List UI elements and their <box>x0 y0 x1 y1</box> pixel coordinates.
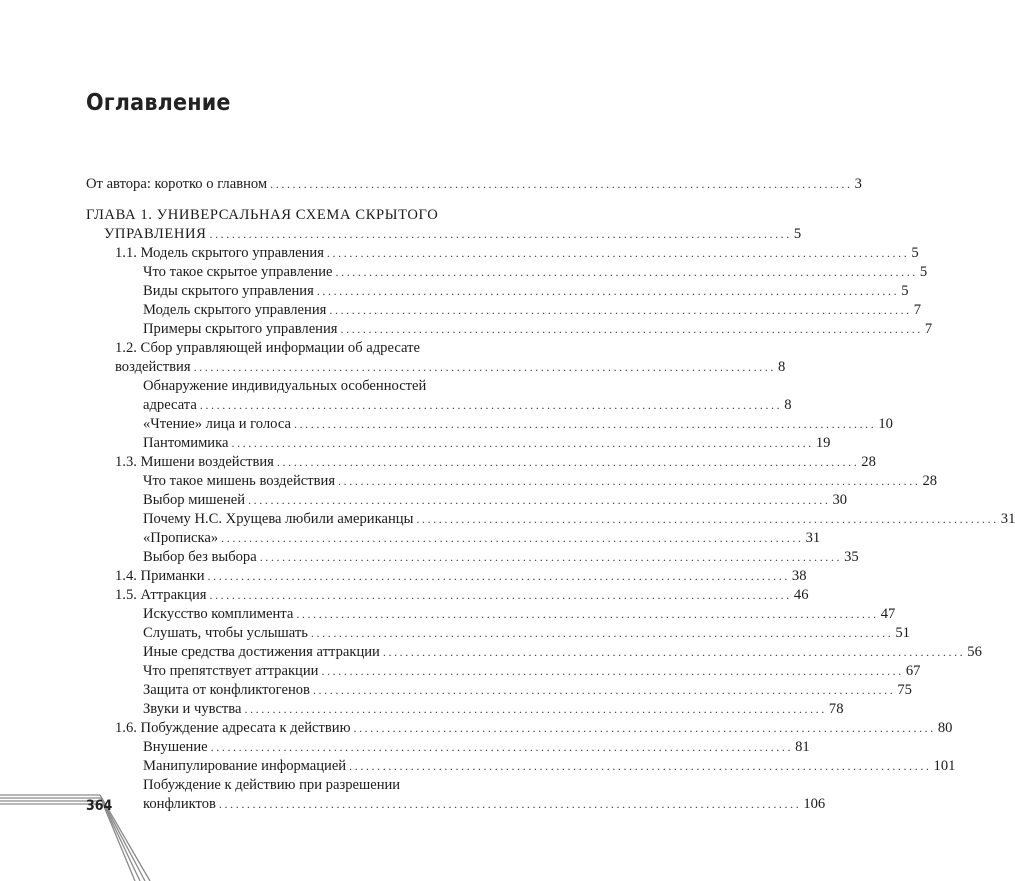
toc-entry-1-5-f[interactable] <box>86 700 844 719</box>
toc-entry-1-2-a[interactable] <box>86 377 792 415</box>
toc-entry-page: 47 <box>880 606 896 622</box>
toc-entry-title: Что такое мишень воздействия <box>143 473 336 489</box>
toc-leader-dots: ........................................................................................................ <box>382 645 966 659</box>
toc-entry-title: Почему Н.С. Хрущева любили американцы <box>143 511 414 527</box>
toc-entry-page: 3 <box>854 176 862 192</box>
toc-entry-1-1-a[interactable] <box>86 263 928 282</box>
toc-entry-1-3-d[interactable] <box>86 529 821 548</box>
toc-entry-title: «Чтение» лица и голоса <box>143 416 291 432</box>
toc-entry-page: 8 <box>784 397 792 413</box>
toc-entry-page: 67 <box>905 663 921 679</box>
toc-entry-title-line: Побуждение к действию при разрешении <box>143 777 401 793</box>
toc-entry-title-line: ГЛАВА 1. УНИВЕРСАЛЬНАЯ СХЕМА СКРЫТОГО <box>86 207 439 223</box>
toc-entry-1-3-b[interactable] <box>86 491 848 510</box>
toc-entry-page: 28 <box>861 454 876 470</box>
toc-leader-dots: ........................................................................................................ <box>231 436 814 450</box>
toc-leader-dots: ........................................................................................................ <box>207 569 790 583</box>
toc-leader-dots: ........................................................................................................ <box>316 284 900 298</box>
toc-leader-dots: ........................................................................................................ <box>321 664 904 678</box>
toc-leader-dots: ........................................................................................................ <box>244 702 827 716</box>
toc-entry-page: 31 <box>1000 511 1015 527</box>
toc-leader-dots: ........................................................................................................ <box>296 607 879 621</box>
toc-entry-1-5[interactable] <box>86 586 809 605</box>
toc-leader-dots: ........................................................................................................ <box>416 512 999 526</box>
toc-leader-dots: ........................................................................................................ <box>326 246 910 260</box>
toc-entry-title: Виды скрытого управления <box>143 283 314 299</box>
page-corner-ornament <box>0 780 600 881</box>
toc-leader-dots: ........................................................................................................ <box>329 303 912 317</box>
toc-entry-title: Модель скрытого управления <box>143 302 327 318</box>
toc-entry-1-1[interactable] <box>86 244 919 263</box>
toc-entry-page: 5 <box>919 264 928 280</box>
toc-entry-title: «Прописка» <box>143 530 219 546</box>
toc-entry-1-3-e[interactable] <box>86 548 859 567</box>
toc-entry-1-3-c[interactable] <box>86 510 1015 529</box>
toc-entry-page: 80 <box>937 720 953 736</box>
toc-entry-chapter-1[interactable] <box>86 206 802 244</box>
toc-leader-dots: ........................................................................................................ <box>218 797 802 811</box>
toc-leader-dots: ........................................................................................................ <box>259 550 843 564</box>
toc-entry-title-line: Обнаружение индивидуальных особенностей <box>143 378 427 394</box>
toc-entry-title: Выбор без выбора <box>143 549 257 565</box>
toc-entry-1-5-d[interactable] <box>86 662 921 681</box>
toc-entry-title: Иные средства достижения аттракции <box>143 644 380 660</box>
toc-entry-page: 7 <box>913 302 922 318</box>
toc-entry-1-2-c[interactable] <box>86 434 831 453</box>
toc-entry-title: 1.1. Модель скрытого управления <box>115 245 324 261</box>
toc-entry-title: Защита от конфликтогенов <box>143 682 310 698</box>
toc-entry-title: Манипулирование информацией <box>143 758 347 774</box>
toc-entry-page: 101 <box>933 758 956 774</box>
toc-leader-dots: ........................................................................................................ <box>340 322 923 336</box>
toc-entry-page: 5 <box>901 283 909 299</box>
toc-entry-title: Выбор мишеней <box>143 492 246 508</box>
toc-leader-dots: ........................................................................................................ <box>193 360 776 374</box>
toc-entry-1-6-a[interactable] <box>86 738 810 757</box>
toc-entry-title-line: адресата <box>143 397 197 413</box>
toc-entry-1-3-a[interactable] <box>86 472 938 491</box>
toc-leader-dots: ........................................................................................................ <box>210 740 794 754</box>
toc-entry-page: 30 <box>832 492 848 508</box>
page-number: 364 <box>86 798 113 814</box>
toc-leader-dots: ........................................................................................................ <box>312 683 896 697</box>
toc-entry-title: Внушение <box>143 739 208 755</box>
toc-leader-dots: ........................................................................................................ <box>335 265 918 279</box>
toc-entry-1-6[interactable] <box>86 719 953 738</box>
toc-entry-title: Искусство комплимента <box>143 606 294 622</box>
toc-leader-dots: ........................................................................................................ <box>276 455 860 469</box>
toc-entry-title: 1.3. Мишени воздействия <box>115 454 274 470</box>
toc-leader-dots: ........................................................................................................ <box>338 474 921 488</box>
toc-entry-page: 35 <box>844 549 859 565</box>
toc-entry-author[interactable] <box>86 175 862 194</box>
toc-entry-1-5-b[interactable] <box>86 624 910 643</box>
toc-entry-page: 51 <box>895 625 910 641</box>
toc-leader-dots: ........................................................................................................ <box>248 493 831 507</box>
toc-leader-dots: ........................................................................................................ <box>270 177 853 191</box>
toc-leader-dots: ........................................................................................................ <box>221 531 804 545</box>
toc-leader-dots: ........................................................................................................ <box>209 227 792 241</box>
toc-entry-title: Слушать, чтобы услышать <box>143 625 308 641</box>
toc-entry-page: 75 <box>897 682 912 698</box>
toc-entry-title: Звуки и чувства <box>143 701 242 717</box>
toc-entry-1-4[interactable] <box>86 567 807 586</box>
toc-entry-page: 19 <box>815 435 831 451</box>
toc-leader-dots: ........................................................................................................ <box>349 759 932 773</box>
toc-entry-title: Что такое скрытое управление <box>143 264 333 280</box>
toc-leader-dots: ........................................................................................................ <box>209 588 792 602</box>
toc-leader-dots: ........................................................................................................ <box>293 417 877 431</box>
page-title: Оглавление <box>86 90 231 116</box>
toc-entry-1-3[interactable] <box>86 453 876 472</box>
toc-entry-1-1-d[interactable] <box>86 320 933 339</box>
toc-entry-title: Примеры скрытого управления <box>143 321 338 337</box>
toc-entry-page: 46 <box>793 587 809 603</box>
toc-entry-page: 28 <box>922 473 938 489</box>
toc-entry-page: 38 <box>791 568 807 584</box>
toc-entry-page: 10 <box>878 416 893 432</box>
toc-entry-1-1-b[interactable] <box>86 282 909 301</box>
toc-entry-1-5-e[interactable] <box>86 681 912 700</box>
toc-entry-page: 56 <box>967 644 982 660</box>
toc-entry-page: 5 <box>793 226 802 242</box>
toc-leader-dots: ........................................................................................................ <box>199 398 783 412</box>
toc-entry-1-2[interactable] <box>86 339 786 377</box>
toc-entry-title: От автора: коротко о главном <box>86 176 268 192</box>
toc-entry-1-1-c[interactable] <box>86 301 922 320</box>
toc-entry-page: 78 <box>828 701 844 717</box>
toc-entry-1-5-a[interactable] <box>86 605 896 624</box>
table-of-contents <box>86 175 1015 814</box>
toc-entry-title: Пантомимика <box>143 435 229 451</box>
toc-entry-1-6-b[interactable] <box>86 757 956 776</box>
toc-entry-title-line: воздействия <box>115 359 191 375</box>
toc-leader-dots: ........................................................................................................ <box>310 626 894 640</box>
toc-entry-title: 1.4. Приманки <box>115 568 205 584</box>
toc-entry-title-line: конфликтов <box>143 796 216 812</box>
toc-entry-title: Что препятствует аттракции <box>143 663 319 679</box>
toc-entry-page: 81 <box>795 739 810 755</box>
toc-entry-1-5-c[interactable] <box>86 643 982 662</box>
toc-entry-title: 1.6. Побуждение адресата к действию <box>115 720 351 736</box>
toc-entry-page: 8 <box>777 359 786 375</box>
toc-entry-page: 5 <box>911 245 919 261</box>
toc-entry-page: 7 <box>924 321 933 337</box>
toc-entry-page: 106 <box>803 796 826 812</box>
toc-entry-title-line: 1.2. Сбор управляющей информации об адресате <box>115 340 420 356</box>
toc-entry-1-2-b[interactable] <box>86 415 893 434</box>
toc-entry-title: 1.5. Аттракция <box>115 587 207 603</box>
toc-leader-dots: ........................................................................................................ <box>353 721 936 735</box>
toc-entry-title-line: УПРАВЛЕНИЯ <box>104 226 207 242</box>
toc-entry-page: 31 <box>805 530 821 546</box>
